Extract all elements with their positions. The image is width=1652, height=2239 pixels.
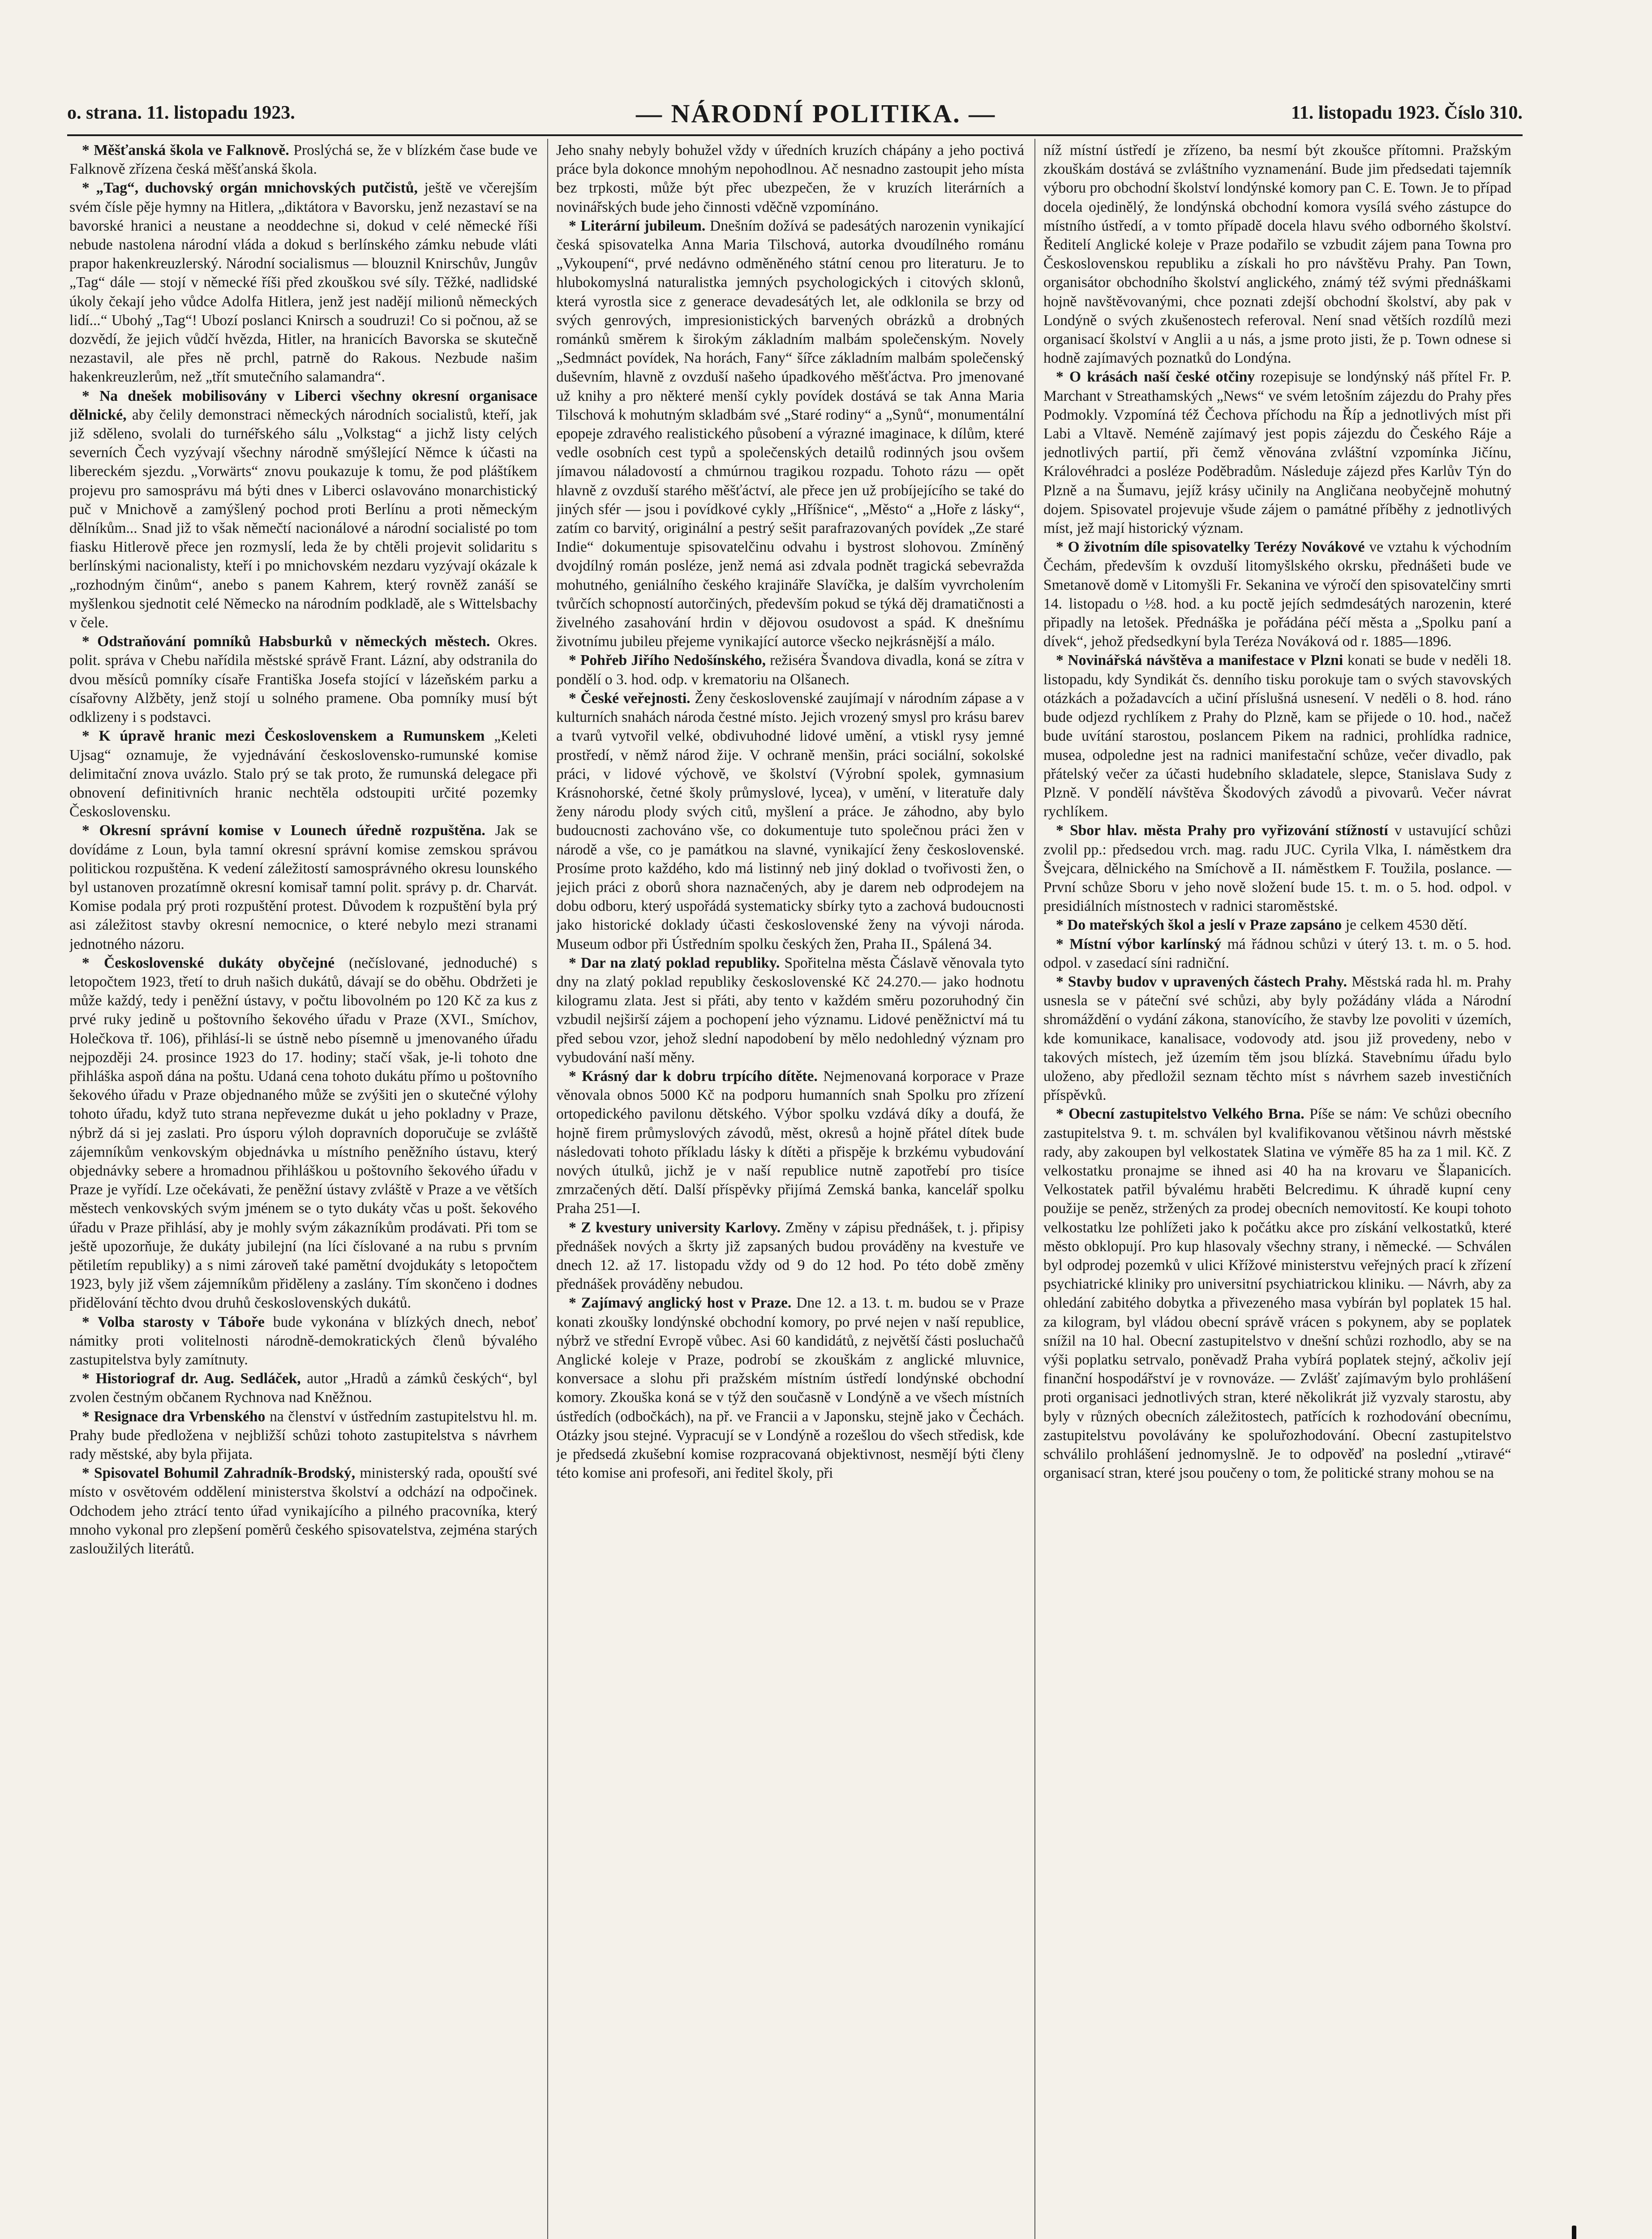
article-heading: * Zajímavý anglický host v Praze. — [569, 1295, 791, 1311]
news-article — [69, 141, 537, 179]
text-column-1 — [69, 141, 537, 2239]
news-article — [69, 1313, 537, 1370]
article-heading: * Obecní zastupitelstvo Velkého Brna. — [1056, 1106, 1304, 1122]
article-body: Ženy československé zaujímají v národním zápase a v kulturních snahách národa čestné místo. Jejich vrozený smysl pro krásu barev a tvarů vytvořil velké, obdivuhodné lidové umění, a vtiskl rysy jemné prostředí, v němž národ žije. V ochraně menšin, práci sociální, sokolské práci, v lidové výchově, ve školství (Výrobní spolek, gymnasium Krásnohorské, četné školy průmyslové, lycea), v umění, v literatuře daly ženy národu plody svých citů, myšlení a práce. Je záhodno, aby bylo budoucnosti zachováno vše, co dokumentuje tuto společnou práci žen v národě a vše, co je památkou na slavné, vynikající ženy československé. Prosíme proto každého, kdo má listinný neb jiný doklad o tvořivosti žen, o jejich práci z oborů shora naznačených, aby je darem neb odprodejem na dobu odboru, který uspořádá systematicky sbírky tyto a zachová budoucnosti jako historické doklady účasti československé ženy na vývoji národa. Museum odbor při Ústředním spolku českých žen, Praha II., Spálená 34. — [556, 690, 1024, 952]
news-article — [556, 689, 1024, 954]
article-heading: * Literární jubileum. — [569, 218, 705, 234]
news-article — [69, 727, 537, 821]
news-article — [556, 954, 1024, 1067]
news-article — [69, 179, 537, 386]
news-article — [556, 217, 1024, 652]
article-body: „Keleti Ujsag“ oznamuje, že vyjednávání československo-rumunské komise delimitační znova uvázlo. Stalo prý se tak proto, že rumunská delegace při obnovení definitivních hranic nechtěla odstoupiti určité pozemky Československu. — [69, 728, 537, 820]
article-heading: * Novinářská návštěva a manifestace v Plzni — [1056, 652, 1343, 669]
masthead-title: — NÁRODNÍ POLITIKA. — — [636, 99, 996, 128]
column-separator — [1034, 139, 1035, 2239]
article-heading: * Odstraňování pomníků Habsburků v německých městech. — [82, 633, 490, 650]
article-heading: * Československé dukáty obyčejné — [82, 955, 335, 971]
article-body: autor „Hradů a zámků českých“, byl zvolen čestným občanem Rychnova nad Kněžnou. — [69, 1370, 537, 1406]
page-edge-mark — [1572, 2226, 1576, 2239]
news-article — [556, 1294, 1024, 1483]
article-body: Městská rada hl. m. Prahy usnesla se v páteční své schůzi, aby byly požádány vláda a Národní shromáždění o vydání zákona, stanovícího, že stavby lze povoliti v územích, kde komunikace, kanalisace, vodovody atd. jsou již provedeny, nebo v takových místech, jež územím těm jsou blízká. Stavebnímu úřadu bylo uloženo, aby předložil seznam těchto míst s návrhem sazeb investičních příspěvků. — [1043, 973, 1511, 1104]
article-body: Změny v zápisu přednášek, t. j. připisy přednášek nových a škrty již zapsaných budou prováděny na kvestuře ve dnech 12. až 17. listopadu vždy od 9 do 12 hod. Po této době změny přednášek prováděny nebudou. — [556, 1219, 1024, 1293]
article-heading: * Stavby budov v upravených částech Prahy. — [1056, 974, 1347, 990]
news-article — [69, 1369, 537, 1407]
article-heading: * Z kvestury university Karlovy. — [569, 1219, 781, 1236]
news-article — [1043, 973, 1511, 1105]
article-body: rozepisuje se londýnský náš přítel Fr. P. Marchant v Streathamských „News“ ve svém letošním zájezdu do Prahy přes Podmokly. Vzpomíná též Čechova příchodu na Říp a jednotlivých míst při Labi a Vltavě. Neméně zajímavý jest popis zájezdu do Českého Ráje a jednotlivých partií, při čemž věnována zvláštní vzpomínka Jičínu, Královéhradci a posléze Poděbradům. Následuje zájezd přes Karlův Týn do Plzně a na Šumavu, jejíž krásy učinily na Angličana neobyčejně mohutný dojem. Spisovatel projevuje všude zájem o památné příběhy z jednotlivých míst, jež mají historický význam. — [1043, 369, 1511, 537]
article-body: na členství v ústředním zastupitelstvu hl. m. Prahy bude předložena v nejbližší schůzi tohoto zastupitelstva s návrhem rady městské, aby byla přijata. — [69, 1408, 537, 1463]
article-heading: * O životním díle spisovatelky Terézy Novákové — [1056, 539, 1365, 555]
header-rule — [67, 134, 1523, 136]
article-heading: * K úpravě hranic mezi Československem a Rumunskem — [82, 728, 485, 744]
article-heading: * Sbor hlav. města Prahy pro vyřizování stížností — [1056, 822, 1388, 839]
column-separator — [547, 139, 548, 2239]
article-body: má řádnou schůzi v úterý 13. t. m. o 5. hod. odpol. v zasedací síni radniční. — [1043, 935, 1511, 971]
news-article — [1043, 935, 1511, 973]
header-page-date: o. strana. 11. listopadu 1923. — [67, 103, 295, 123]
article-heading: * „Tag“, duchovský orgán mnichovských putčistů, — [82, 180, 418, 196]
article-body: je celkem 4530 dětí. — [1345, 917, 1467, 934]
article-heading: * Okresní správní komise v Lounech úředně rozpuštěna. — [82, 822, 485, 839]
news-article — [1043, 1105, 1511, 1483]
news-article — [69, 821, 537, 953]
news-article — [556, 141, 1024, 217]
news-article — [69, 1464, 537, 1558]
article-heading: * Krásný dar k dobru trpícího dítěte. — [569, 1068, 818, 1085]
article-body: níž místní ústředí je zřízeno, ba nesmí být zkoušce přítomni. Pražským zkouškám dostává se zvláštního vyznamenání. Bude jim předsedati tajemník výboru pro obchodní školství londýnské komory pan C. E. Town. Je to případ docela ojedinělý, že londýnská obchodní komora vysílá svého zástupce do místního ústředí, a v tomto případě docela hlavu svého odborného školství. Ředitelí Anglické koleje v Praze podařilo se vzbudit zájem pana Towna pro Československou republiku a získali ho pro návštěvu Prahy. Pan Town, organisátor obchodního školství anglického, známý též svými přednáškami hojně navštěvovanými, chce poznati zdejší obchodní školství, aby pak v Londýně o svých zkušenostech referoval. Není snad větších rozdílů mezi organisací školství v Anglii a u nás, a jsme proto jisti, že p. Town odnese si hodně zajímavých poznatků do Londýna. — [1043, 142, 1511, 367]
article-heading: * Spisovatel Bohumil Zahradník-Brodský, — [82, 1465, 355, 1481]
article-heading: * České veřejnosti. — [569, 690, 691, 707]
news-article — [1043, 538, 1511, 651]
article-body: ještě ve včerejším svém čísle pěje hymny na Hitlera, „diktátora v Bavorsku, jenž nezastaví se na bavorské hranici a neustane a neoddechne si, dokud v celé německé říši nebude nastolena národní vláda a dokud s berlínského zámku nebude vláti prapor hakenkreuzlerský. Národní socialismus — blouznil Knirschův, Jungův „Tag“ dále — stojí v německé říši před zkouškou své síly. Těžké, nadlidské úkoly čekají jeho vůdce Adolfa Hitlera, jenž jest nadějí milionů německých lidí...“ Ubohý „Tag“! Ubozí poslanci Knirsch a soudruzi! Co si počnou, až se dozvědí, že jejich vůdčí hvězda, Hitler, na hranicích Bavorska se skutečně nezastavil, ale přes ně prchl, patrně do Rakous. Nezbude našim hakenkreuzlerům, než „třít smutečního salamandra“. — [69, 180, 537, 386]
news-article — [69, 387, 537, 633]
article-body: Dnešním dožívá se padesátých narozenin vynikající česká spisovatelka Anna Maria Tilschová, autorka dvoudílného románu „Vykoupení“, prvé nedávno odměněného státní cenou pro literaturu. Je to hlubokomyslná naturalistka jemných psychologických i citových sklonů, která vyrostla sice z generace devadesátých let, ale odklonila se brzy od svých genrových, impresionistických barvených obrázků a drobných románků směrem k širokým základním malbám společenským. Novely „Sedmnáct povídek, Na horách, Fany“ šířce základním malbám společenský duševním, hlavně z ovzduší našeho úpadkového měšťáctva. Pro jmenované už knihy a pro některé menší cykly povídek dostává se tak Anna Maria Tilschová k mohutným skladbám své „Staré rodiny“ a „Synů“, monumentální epopeje zdravého realistického působení a výrazné imaginace, k dílům, které vedle osobních cest typů a společenských detailů rodinných jsou ovšem jímavou náladovostí a chmúrnou tragikou rozpadu. Tohoto rázu — opět hlavně z ovzduší starého měšťáctví, ale přece jen už probíjejícího se také do jiných sfér — jsou i povídkové cykly „Hříšnice“, „Město“ a „Hoře z lásky“, zatím co barvitý, originální a pestrý sešit parafrazovaných povídek „Ze staré Indie“ dokumentuje spisovatelčinu odvahu i bystrost slohovou. Zmíněný dvojdílný román posléze, jenž nemá asi zdvala podnět tragická sebevražda mohutného, geniálního českého krajináře Slavíčka, je dalším vyvrcholením tvůrčích schopností autorčiných, především pokud se týká děj dramatičnosti a živelného zasahování hrdin v dějovou osudovost a spád. K dnešnímu životnímu jubileu přejeme vynikající autorce všecko nejkrásnější a málo. — [556, 217, 1024, 650]
news-article — [1043, 141, 1511, 368]
article-body: Jak se dovídáme z Loun, byla tamní okresní správní komise zemskou správou politickou rozpuštěna. K vedení záležitostí samosprávného okresu lounského byl ustanoven prozatímně okresní komisař tamní polit. správy p. dr. Charvát. Komise podala prý proti rozpuštění protest. Důvodem k rozpuštění byla prý asi záležitost stavby okresní nemocnice, o které nebylo mezi stranami jednotného názoru. — [69, 822, 537, 952]
article-body: Proslýchá se, že v blízkém čase bude ve Falknově zřízena česká měšťanská škola. — [69, 142, 537, 178]
text-column-2 — [556, 141, 1024, 2239]
article-heading: * Dar na zlatý poklad republiky. — [569, 955, 780, 971]
article-body: Jeho snahy nebyly bohužel vždy v úředních kruzích chápány a jeho poctivá práce byla dokonce mnohým nepohodlnou. Ač nesnadno zastoupit jeho místa bez trpkosti, může být přec ubezpečen, že v kruzích literárních a novinářských bude jeho činnosti vděčně vzpomínáno. — [556, 142, 1024, 215]
article-body: režiséra Švandova divadla, koná se zítra v pondělí o 3. hod. odp. v krematoriu na Olšanech. — [556, 652, 1024, 688]
article-heading: * Na dnešek mobilisovány v Liberci všechny okresní organisace dělnické, — [69, 388, 537, 423]
article-body: bude vykonána v blízkých dnech, neboť námitky proti volitelnosti národně-demokratických členů bývalého zastupitelstva byly zamítnuty. — [69, 1313, 537, 1368]
news-article — [1043, 821, 1511, 916]
article-body: (nečíslované, jednoduché) s letopočtem 1923, třetí to druh našich dukátů, dávají se do oběhu. Obdržeti je může každý, tedy i peněžní ústavy, v počtu libovolném po 120 Kč za kus z prvé ruky jedině u poštovního šekového úřadu v Praze (XVI., Smíchov, Holečkova tř. 106), přihlásí-li se ústně nebo písemně u jmenovaného úřadu nejpozději 24. prosince 1923 do 17. hodiny; stačí však, je-li tohoto dne přihláška aspoň dána na poštu. Udaná cena tohoto dukátu přímo u poštovního šekového úřadu v Praze objednaného může se zvýšiti jen o skutečné výlohy tohoto úřadu, když tuto strana nepřevezme dukát u jeho pokladny v Praze, nýbrž dá si jej zaslati. Pro úsporu výloh dopravních doporučuje se zvláště zájemníkům venkovským objednávka u místního peněžního ústavu, který objednávky sebere a hromadnou přihláškou u poštovního šekového úřadu v Praze je vyřídí. Lze očekávati, že peněžní ústavy zvláště v Praze a ve větších městech venkovských svým jménem se o tyto dukáty včas u pošt. šekového úřadu v Praze přihlásí, aby je mohly svým zákazníkům prodávati. Při tom se ještě upozorňuje, že dukáty jubilejní (na líci číslované a na rubu s prvním pětiletím republiky) a s nimi zároveň také pamětní dvojdukáty s letopočtem 1923, byly již všem zájemníkům přiděleny a zaslány. Tím skončeno i dodnes přidělování těchto dvou druhů československých dukátů. — [69, 954, 537, 1312]
article-body: ministerský rada, opouští své místo v osvětovém oddělení ministerstva školství a odchází na odpočinek. Odchodem jeho ztrácí tento úřad vynikajícího a pilného pracovníka, který mnoho vykonal pro zlepšení poměrů českého spisovatelstva, zejména starých zasloužilých literátů. — [69, 1465, 537, 1557]
news-article — [1043, 368, 1511, 538]
article-body: Píše se nám: Ve schůzi obecního zastupitelstva 9. t. m. schválen byl kvalifikovanou většinou návrh městské rady, aby zakoupen byl velkostatek Slatina ve výměře 85 ha za 1 mil. Kč. Z velkostatku pronajme se ihned asi 40 ha na krovaru ve Šlapanicích. Velkostatek patřil bývalému hraběti Belcredimu. K úhradě kupní ceny použije se peněz, stržených za prodej obecních nemovitostí. Ke koupi tohoto velkostatku lze pohlížeti jako k počátku akce pro získání velkostatků, které město obklopují. Pro kup hlasovaly všechny strany, i německé. — Schválen byl odprodej pozemků v ulici Křížové ministerstvu veřejných prací k zřízení psychiatrické kliniky pro universitní psychiatrickou kliniku. — Návrh, aby za ohledání zabitého dobytka a přivezeného masa vybírán byl poplatek 15 hal. za kilogram, byl vládou obecní správě vrácen s pokynem, aby se poplatek snížil na 10 hal. Obecní zastupitelstvo v dnešní schůzi rozhodlo, aby se na výši poplatku setrvalo, poněvadž Praha vybírá poplatek stejný, ačkoliv její finanční hospodářství je v rovnováze. — Zvlášť zajímavým bylo prohlášení proti organisaci jednotlivých stran, které několikrát již vyzvaly starostu, aby byly v různých obecních záležitostech, patřících k rozhodování obecnímu, zastupitelstvu povolávány ke spoluřozhodování. Obecní zastupitelstvo schválilo prohlášení jednomyslně. Je to odpověď na poslední „vtiravé“ organisací stran, které jsou poučeny o tom, že politické strany mohou se na — [1043, 1106, 1511, 1482]
article-heading: * Měšťanská škola ve Falknově. — [82, 142, 289, 159]
article-body: konati se bude v neděli 18. listopadu, kdy Syndikát čs. denního tisku porokuje tam o svých stavovských otázkách a požadavcích a učiní příslušná usnesení. V neděli o 8. hod. ráno bude odjezd rychlíkem z Prahy do Plzně, kam se přijede o 10. hod., načež bude uvítání starostou, poslancem Pikem na radnici, prohlídka radnice, musea, odpoledne jest na radnici manifestační schůze, večer divadlo, pak přátelský večer za účasti hudebního skladatele, slepce, Stanislava Sudy z Plzně. V pondělí návštěva Škodových závodů a pivovarů. Večer návrat rychlíkem. — [1043, 652, 1511, 820]
article-heading: * Pohřeb Jiřího Nedošínského, — [569, 652, 766, 669]
article-heading: * Resignace dra Vrbenského — [82, 1408, 265, 1425]
article-heading: * Volba starosty v Táboře — [82, 1314, 265, 1330]
article-body: Dne 12. a 13. t. m. budou se v Praze konati zkoušky londýnské obchodní komory, po prvé nejen v naší republice, nýbrž ve střední Evropě vůbec. Asi 60 kandidátů, z největší části posluchačů Anglické koleje v Praze, podrobí se zkouškám z anglické mluvnice, konversace a slohu při pražském místním ústředí londýnské obchodní komory. Zkouška koná se v týž den současně v Londýně a ve všech místních ústředích (odbočkách), na př. ve Francii a v Japonsku, stejně jako v Čechách. Otázky jsou stejné. Vypracují se v Londýně a rozešlou do všech středisk, kde je předsedá zkušební komise rozpracovaná objektivnost, nesmějí býti členy této komise ani profesoři, ani ředitel školy, při — [556, 1295, 1024, 1482]
article-heading: * Historiograf dr. Aug. Sedláček, — [82, 1370, 301, 1387]
article-body: Nejmenovaná korporace v Praze věnovala obnos 5000 Kč na podporu humanních snah Spolku pro zřízení ortopedického pavilonu dětského. Výbor spolku vzdává díky a doufá, že hojně firem průmyslových závodů, měst, okresů a hojně přátel dítek bude následovati tohoto příkladu lásky k dítěti a přispěje k brzkému vybudování nových útulků, jichž je v naší republice nutně zapotřebí pro tisíce zmrzačených dětí. Další příspěvky přijímá Zemská banka, kancelář spolku Praha 251—I. — [556, 1068, 1024, 1217]
article-heading: * Do mateřských škol a jeslí v Praze zapsáno — [1056, 917, 1342, 933]
news-article — [1043, 651, 1511, 821]
news-article — [1043, 916, 1511, 935]
article-body: ve vztahu k východním Čechám, především k ovzduší litomyšlského okrsku, přednášeti bude ve Smetanově domě v Litomyšli Fr. Sekanina ve výročí den spisovatelčiny smrti 14. listopadu o ½8. hod. a ku poctě jejích sedmdesátých narozenin, které připadly na letošek. Přednáška je pořádána péčí města a „Spolku paní a dívek“, jehož předsedkyní byla Teréza Nováková od r. 1885—1896. — [1043, 539, 1511, 650]
article-body: aby čelily demonstraci německých národních socialistů, kteří, jak již sděleno, svolali do turnéřského sálu „Volkstag“ a jichž listy celých severních Čech vyzývají všechny národně smýšlející Němce k účasti na libereckém sjezdu. „Vorwärts“ znovu poukazuje k tomu, že pod pláštíkem projevu pro samosprávu má býti dnes v Liberci oslavováno monarchistický puč v Mnichově a zamýšlený pochod proti Berlínu a proti německým dělníkům... Snad již to však němečtí nacionálové a národní socialisté po tom fiasku Hitlerově přece jen rozmyslí, leda že by chtěli projevit solidaritu s berlínskými nacionalisty, kteří i po mnichovském nezdaru vyzývají okázale k „rozhodným činům“, anebo s panem Kahrem, který rovněž zanáší se myšlenkou sjednotit celé Německo na národním podkladě, ale s Wittelsbachy v čele. — [69, 406, 537, 631]
page-header — [67, 99, 1523, 129]
text-column-3 — [1043, 141, 1511, 2239]
article-body: v ustavující schůzi zvolil pp.: předsedou vrch. mag. radu JUC. Cyrila Vlka, I. náměstkem dra Švejcara, dělnického na Smíchově a II. náměstkem F. Toužila, poslance. — První schůze Sboru v jeho nově složení bude 15. t. m. o 5. hod. odpol. v presidiálních místnostech v radnici staroměstské. — [1043, 822, 1511, 915]
article-body: Okres. polit. správa v Chebu nařídila městské správě Frant. Lázní, aby odstranila do dvou měsíců pomníky císaře Františka Josefa stojící v lázeňském parku a císařovny Alžběty, jenž stojí u solného pramene. Oba pomníky musí být odklizeny i s podstavci. — [69, 633, 537, 726]
article-body: Spořitelna města Čáslavě věnovala tyto dny na zlatý poklad republiky československé Kč 24.270.— jako hodnotu kilogramu zlata. Jest si přáti, aby tento v každém směru pozoruhodný čin vzbudil nejširší zájem a pochopení jeho významu. Lidové peněžnictví má tu před sebou vzor, jehož slední napodobení by mělo nedohledný význam pro vybudování naší měny. — [556, 954, 1024, 1066]
news-article — [69, 632, 537, 727]
news-article — [556, 651, 1024, 689]
news-article — [556, 1067, 1024, 1218]
news-article — [69, 954, 537, 1313]
article-heading: * Místní výbor karlínský — [1056, 936, 1221, 952]
header-issue-number: 11. listopadu 1923. Číslo 310. — [1291, 103, 1523, 123]
article-heading: * O krásách naší české otčiny — [1056, 369, 1255, 385]
news-article — [556, 1218, 1024, 1294]
news-article — [69, 1407, 537, 1464]
